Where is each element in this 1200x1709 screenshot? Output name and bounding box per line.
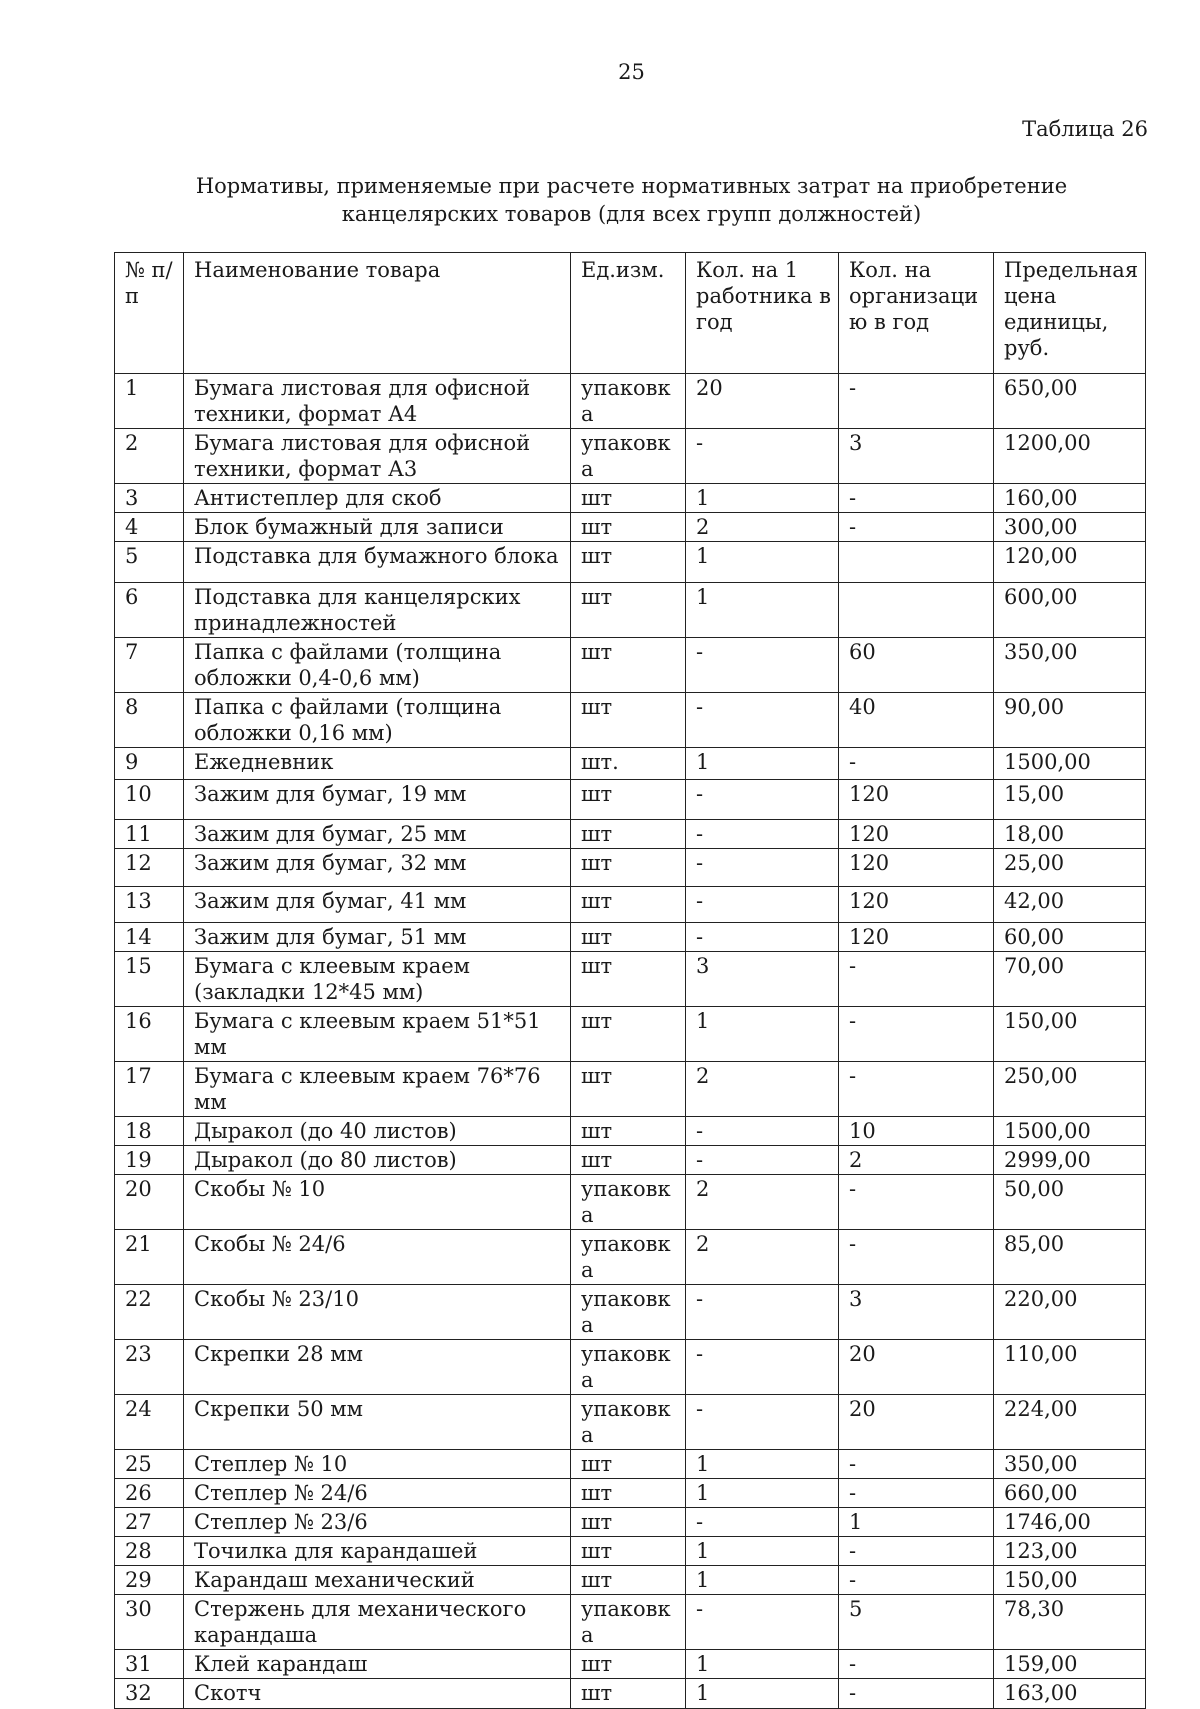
cell-qty-organization [839,542,994,583]
cell-qty-employee: 1 [686,1566,839,1595]
table-row [115,1650,1146,1679]
cell-number: 20 [115,1175,184,1230]
cell-qty-organization: 3 [839,1285,994,1340]
cell-qty-organization: - [839,952,994,1007]
cell-unit: шт [571,887,686,923]
cell-qty-organization: 10 [839,1117,994,1146]
cell-max-price: 1746,00 [994,1508,1146,1537]
cell-number: 27 [115,1508,184,1537]
cell-max-price: 2999,00 [994,1146,1146,1175]
cell-unit: шт [571,542,686,583]
table-row [115,1595,1146,1650]
table-row [115,1062,1146,1117]
cell-number: 28 [115,1537,184,1566]
cell-qty-organization: - [839,513,994,542]
cell-max-price: 600,00 [994,583,1146,638]
cell-qty-employee: 1 [686,1007,839,1062]
document-title: Нормативы, применяемые при расчете нормативных затрат на приобретение канцелярских товаров (для всех групп должностей) [195,174,1068,226]
table-row [115,583,1146,638]
cell-qty-employee: - [686,849,839,887]
cell-name: Клей карандаш [184,1650,571,1679]
cell-qty-employee: - [686,1117,839,1146]
cell-number: 5 [115,542,184,583]
cell-unit: шт [571,638,686,693]
table-row [115,1566,1146,1595]
cell-unit: шт [571,484,686,513]
cell-unit: шт [571,1650,686,1679]
cell-max-price: 18,00 [994,820,1146,849]
cell-name: Бумага с клеевым краем (закладки 12*45 мм) [184,952,571,1007]
cell-qty-organization: 120 [839,887,994,923]
table-row [115,1230,1146,1285]
table-row [115,1117,1146,1146]
cell-qty-organization: 40 [839,693,994,748]
cell-qty-employee: - [686,923,839,952]
cell-name: Подставка для канцелярских принадлежностей [184,583,571,638]
cell-qty-employee: - [686,887,839,923]
cell-qty-organization: 120 [839,780,994,820]
table-row [115,1508,1146,1537]
table-row [115,1285,1146,1340]
cell-unit: шт [571,1450,686,1479]
cell-name: Скобы № 23/10 [184,1285,571,1340]
cell-max-price: 50,00 [994,1175,1146,1230]
cell-name: Антистеплер для скоб [184,484,571,513]
cell-number: 12 [115,849,184,887]
cell-qty-employee: - [686,693,839,748]
cell-qty-organization: - [839,1062,994,1117]
table-row [115,1450,1146,1479]
cell-number: 1 [115,374,184,429]
cell-qty-organization: - [839,374,994,429]
page-number: 25 [618,60,645,84]
cell-qty-employee: - [686,1146,839,1175]
cell-max-price: 350,00 [994,1450,1146,1479]
table-row [115,513,1146,542]
cell-name: Степлер № 10 [184,1450,571,1479]
cell-qty-employee: - [686,1595,839,1650]
table-row [115,780,1146,820]
cell-unit: упаковка [571,374,686,429]
table-row [115,1146,1146,1175]
table-row [115,1679,1146,1709]
cell-qty-organization: 60 [839,638,994,693]
cell-qty-organization: - [839,1230,994,1285]
cell-number: 26 [115,1479,184,1508]
table-row [115,693,1146,748]
cell-max-price: 85,00 [994,1230,1146,1285]
cell-qty-employee: 1 [686,583,839,638]
cell-name: Скрепки 28 мм [184,1340,571,1395]
cell-number: 4 [115,513,184,542]
cell-qty-employee: - [686,1340,839,1395]
table-row [115,374,1146,429]
header-cell-qty-organization: Кол. на организацию в год [839,253,994,374]
cell-name: Бумага с клеевым краем 51*51 мм [184,1007,571,1062]
cell-max-price: 123,00 [994,1537,1146,1566]
cell-qty-organization: - [839,748,994,780]
cell-name: Бумага листовая для офисной техники, формат А3 [184,429,571,484]
cell-max-price: 120,00 [994,542,1146,583]
cell-qty-organization: 20 [839,1395,994,1450]
header-cell-name: Наименование товара [184,253,571,374]
cell-qty-employee: - [686,429,839,484]
cell-max-price: 15,00 [994,780,1146,820]
cell-qty-employee: 1 [686,748,839,780]
cell-name: Стержень для механического карандаша [184,1595,571,1650]
cell-max-price: 350,00 [994,638,1146,693]
cell-number: 29 [115,1566,184,1595]
cell-unit: шт [571,1566,686,1595]
table-body [115,253,1146,1709]
table-row [115,429,1146,484]
cell-unit: шт [571,923,686,952]
cell-qty-organization: 120 [839,849,994,887]
header-cell-max-price: Предельная цена единицы, руб. [994,253,1146,374]
cell-name: Степлер № 24/6 [184,1479,571,1508]
table-row [115,542,1146,583]
cell-max-price: 220,00 [994,1285,1146,1340]
cell-max-price: 70,00 [994,952,1146,1007]
cell-qty-organization: 1 [839,1508,994,1537]
cell-name: Бумага с клеевым краем 76*76 мм [184,1062,571,1117]
cell-number: 24 [115,1395,184,1450]
cell-name: Скотч [184,1679,571,1709]
cell-unit: шт [571,1062,686,1117]
cell-qty-employee: - [686,638,839,693]
cell-unit: шт [571,513,686,542]
cell-qty-employee: 2 [686,513,839,542]
cell-max-price: 110,00 [994,1340,1146,1395]
cell-name: Папка с файлами (толщина обложки 0,4-0,6 мм) [184,638,571,693]
cell-unit: шт [571,693,686,748]
cell-number: 13 [115,887,184,923]
cell-name: Скобы № 10 [184,1175,571,1230]
cell-unit: упаковка [571,1285,686,1340]
cell-qty-employee: - [686,780,839,820]
table-row [115,887,1146,923]
norms-table [114,252,1146,1709]
cell-max-price: 1200,00 [994,429,1146,484]
cell-qty-organization: 2 [839,1146,994,1175]
cell-max-price: 1500,00 [994,1117,1146,1146]
cell-qty-organization: - [839,1479,994,1508]
cell-qty-employee: 1 [686,484,839,513]
cell-max-price: 660,00 [994,1479,1146,1508]
cell-qty-employee: 3 [686,952,839,1007]
cell-name: Ежедневник [184,748,571,780]
cell-number: 21 [115,1230,184,1285]
cell-unit: шт [571,1117,686,1146]
cell-number: 10 [115,780,184,820]
table-row [115,952,1146,1007]
cell-unit: шт [571,583,686,638]
cell-qty-employee: 20 [686,374,839,429]
table-row [115,748,1146,780]
cell-qty-employee: - [686,1508,839,1537]
cell-number: 25 [115,1450,184,1479]
cell-name: Дыракол (до 80 листов) [184,1146,571,1175]
cell-number: 8 [115,693,184,748]
cell-name: Степлер № 23/6 [184,1508,571,1537]
cell-name: Папка с файлами (толщина обложки 0,16 мм) [184,693,571,748]
cell-unit: упаковка [571,1230,686,1285]
cell-number: 30 [115,1595,184,1650]
table-row [115,484,1146,513]
cell-max-price: 150,00 [994,1007,1146,1062]
table-header-row [115,253,1146,374]
table-row [115,1479,1146,1508]
cell-max-price: 160,00 [994,484,1146,513]
cell-unit: упаковка [571,429,686,484]
cell-qty-organization: 5 [839,1595,994,1650]
cell-qty-employee: - [686,1395,839,1450]
cell-max-price: 25,00 [994,849,1146,887]
table-row [115,849,1146,887]
cell-max-price: 78,30 [994,1595,1146,1650]
table-row [115,1395,1146,1450]
header-cell-number: № п/п [115,253,184,374]
cell-qty-organization: - [839,1537,994,1566]
cell-unit: шт [571,1537,686,1566]
cell-max-price: 1500,00 [994,748,1146,780]
cell-name: Дыракол (до 40 листов) [184,1117,571,1146]
cell-unit: упаковка [571,1175,686,1230]
table-label: Таблица 26 [1022,117,1148,141]
cell-qty-organization [839,583,994,638]
table-row [115,1175,1146,1230]
cell-qty-employee: 1 [686,1450,839,1479]
cell-name: Зажим для бумаг, 19 мм [184,780,571,820]
cell-max-price: 60,00 [994,923,1146,952]
cell-name: Бумага листовая для офисной техники, формат А4 [184,374,571,429]
cell-unit: шт [571,1479,686,1508]
cell-max-price: 159,00 [994,1650,1146,1679]
table-row [115,820,1146,849]
cell-number: 18 [115,1117,184,1146]
cell-qty-employee: 1 [686,1679,839,1709]
cell-unit: шт [571,1679,686,1709]
cell-max-price: 90,00 [994,693,1146,748]
cell-number: 14 [115,923,184,952]
cell-max-price: 300,00 [994,513,1146,542]
table-row [115,1007,1146,1062]
cell-number: 9 [115,748,184,780]
cell-max-price: 224,00 [994,1395,1146,1450]
cell-qty-organization: - [839,1650,994,1679]
cell-number: 31 [115,1650,184,1679]
cell-max-price: 163,00 [994,1679,1146,1709]
cell-name: Зажим для бумаг, 41 мм [184,887,571,923]
cell-qty-employee: 1 [686,1479,839,1508]
table-row [115,923,1146,952]
cell-number: 32 [115,1679,184,1709]
cell-qty-employee: - [686,1285,839,1340]
cell-max-price: 250,00 [994,1062,1146,1117]
cell-qty-organization: 20 [839,1340,994,1395]
cell-max-price: 650,00 [994,374,1146,429]
cell-qty-employee: 1 [686,542,839,583]
table-row [115,638,1146,693]
cell-name: Точилка для карандашей [184,1537,571,1566]
cell-unit: шт. [571,748,686,780]
cell-number: 3 [115,484,184,513]
cell-qty-organization: - [839,1450,994,1479]
cell-qty-organization: - [839,484,994,513]
cell-qty-organization: - [839,1679,994,1709]
cell-qty-organization: - [839,1175,994,1230]
cell-number: 23 [115,1340,184,1395]
cell-unit: шт [571,1508,686,1537]
cell-unit: упаковка [571,1395,686,1450]
cell-unit: шт [571,849,686,887]
cell-unit: шт [571,952,686,1007]
cell-unit: упаковка [571,1340,686,1395]
cell-number: 7 [115,638,184,693]
cell-number: 2 [115,429,184,484]
cell-number: 22 [115,1285,184,1340]
cell-name: Зажим для бумаг, 32 мм [184,849,571,887]
cell-number: 11 [115,820,184,849]
cell-name: Подставка для бумажного блока [184,542,571,583]
cell-name: Карандаш механический [184,1566,571,1595]
table-row [115,1537,1146,1566]
cell-max-price: 150,00 [994,1566,1146,1595]
cell-number: 16 [115,1007,184,1062]
cell-qty-employee: 1 [686,1537,839,1566]
cell-qty-employee: 2 [686,1175,839,1230]
cell-qty-employee: 1 [686,1650,839,1679]
cell-name: Скобы № 24/6 [184,1230,571,1285]
cell-unit: шт [571,1146,686,1175]
cell-number: 15 [115,952,184,1007]
cell-unit: шт [571,780,686,820]
cell-name: Зажим для бумаг, 25 мм [184,820,571,849]
cell-name: Зажим для бумаг, 51 мм [184,923,571,952]
cell-max-price: 42,00 [994,887,1146,923]
cell-name: Блок бумажный для записи [184,513,571,542]
cell-number: 17 [115,1062,184,1117]
cell-number: 19 [115,1146,184,1175]
header-cell-qty-employee: Кол. на 1 работника в год [686,253,839,374]
cell-qty-organization: - [839,1007,994,1062]
cell-qty-organization: 120 [839,923,994,952]
cell-unit: шт [571,1007,686,1062]
cell-unit: шт [571,820,686,849]
cell-number: 6 [115,583,184,638]
header-cell-unit: Ед.изм. [571,253,686,374]
cell-qty-organization: 3 [839,429,994,484]
cell-qty-employee: - [686,820,839,849]
cell-qty-organization: 120 [839,820,994,849]
cell-unit: упаковка [571,1595,686,1650]
cell-qty-employee: 2 [686,1230,839,1285]
table-row [115,1340,1146,1395]
cell-qty-organization: - [839,1566,994,1595]
cell-qty-employee: 2 [686,1062,839,1117]
cell-name: Скрепки 50 мм [184,1395,571,1450]
